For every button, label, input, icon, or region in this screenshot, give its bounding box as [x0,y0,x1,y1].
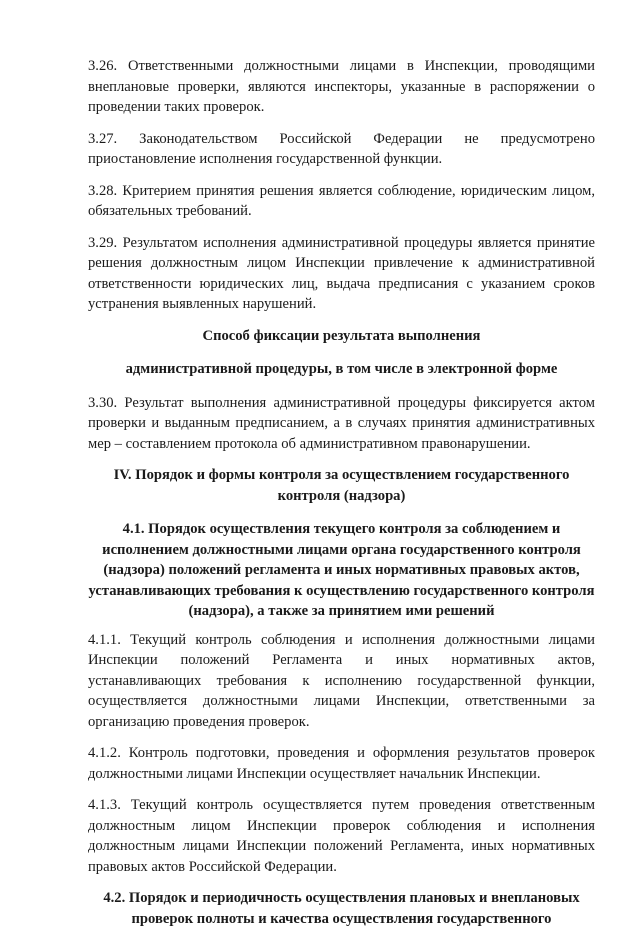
paragraph-3-27: 3.27. Законодательством Российской Федерации не предусмотрено приостановление исполнения государственной функции. [88,130,595,167]
paragraph-3-30: 3.30. Результат выполнения административной процедуры фиксируется актом проверки и выданным предписанием, а в случаях принятия административных мер – составлением протокола об административном правонарушении. [88,394,595,452]
heading-fixation-line1: Способ фиксации результата выполнения [202,327,481,344]
heading-fixation-line2: административной процедуры, в том числе в электронной форме [125,361,558,377]
paragraph-4-1-2: 4.1.2. Контроль подготовки, проведения и оформления результатов проверок должностными лицами Инспекции осуществляет начальник Инспекции. [88,745,595,782]
paragraph-3-28: 3.28. Критерием принятия решения является соблюдение, юридическим лицом, обязательных требований. [88,182,595,219]
heading-section-iv: IV. Порядок и формы контроля за осуществлением государственного контроля (надзора) [113,467,570,504]
paragraph-3-29: 3.29. Результатом исполнения административной процедуры является принятие решения должностным лицом Инспекции привлечение к административной ответственности юридических лиц, выдача предписания с указанием сроков устранения выявленных нарушений. [88,234,595,312]
heading-section-4-1: 4.1. Порядок осуществления текущего контроля за соблюдением и исполнением должностными лицами органа государственного контроля (надзора) положений регламента и иных нормативных правовых актов, устанавливающих требования к осуществлению государственного контроля (надзора), а также за принятием ими решений [88,521,595,619]
paragraph-4-1-1: 4.1.1. Текущий контроль соблюдения и исполнения должностными лицами Инспекции положений Регламента и иных нормативных актов, устанавливающих требования к исполнению государственной функции, осуществляется должностными лицами Инспекции, ответственными за организацию проведения проверок. [88,631,595,730]
paragraph-3-26: 3.26. Ответственными должностными лицами в Инспекции, проводящими внеплановые проверки, являются инспекторы, указанные в распоряжении о проведении таких проверок. [88,58,595,115]
paragraph-4-1-3: 4.1.3. Текущий контроль осуществляется путем проведения ответственным должностным лицом Инспекции проверок соблюдения и исполнения должностным лицами Инспекции положений Регламента, иных нормативных правовых актов Российской Федерации. [88,797,595,875]
heading-section-4-2: 4.2. Порядок и периодичность осуществления плановых и внеплановых проверок полноты и качества осуществления государственного [103,890,580,927]
